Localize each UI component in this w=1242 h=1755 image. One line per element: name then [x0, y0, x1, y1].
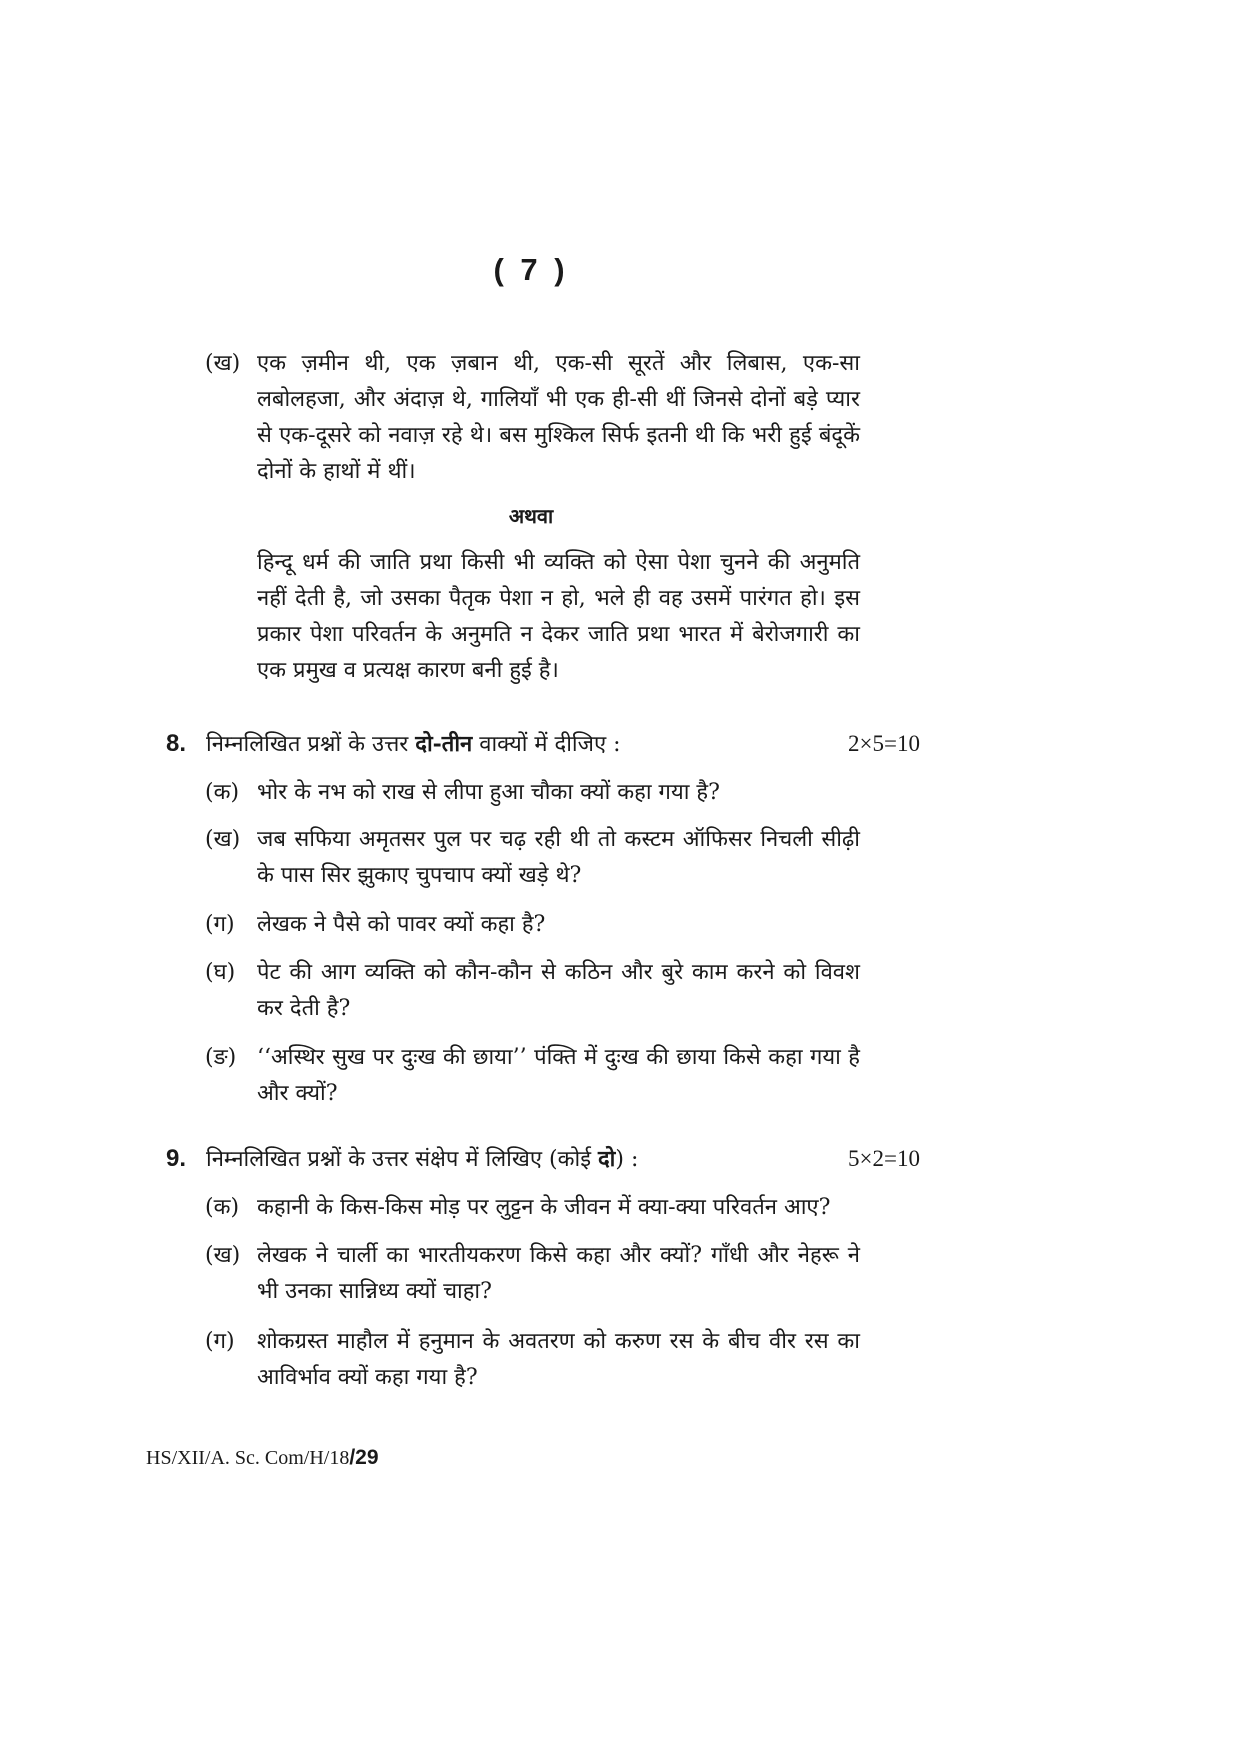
question-8-item: (ग) लेखक ने पैसे को पावर क्यों कहा है?	[205, 912, 546, 937]
question-marks: 5×2=10	[848, 1146, 920, 1171]
question-number: 9.	[166, 1145, 187, 1172]
alternate-passage: हिन्दू धर्म की जाति प्रथा किसी भी व्यक्ति को ऐसा पेशा चुनने की अनुमति नहीं देती है, जो उसका पैतृक पेशा न हो, भले ही वह उसमें पारंगत हो। इस प्रकार पेशा परिवर्तन के अनुमति न देकर जाति प्रथा भारत में बेरोजगारी का एक प्रमुख व प्रत्यक्ष कारण बनी हुई है।	[257, 550, 860, 683]
question-marks: 2×5=10	[848, 731, 920, 756]
question-8-item: (ख) जब सफिया अमृतसर पुल पर चढ़ रही थी तो कस्टम ऑफिसर निचली सीढ़ी के पास सिर झुकाए चुपचाप क्यों खड़े थे?	[205, 827, 860, 888]
question-9-item: (क) कहानी के किस-किस मोड़ पर लुट्टन के जीवन में क्या-क्या परिवर्तन आए?	[205, 1195, 831, 1220]
question-8-item: (घ) पेट की आग व्यक्ति को कौन-कौन से कठिन और बुरे काम करने को विवश कर देती है?	[205, 960, 860, 1021]
passage-kha	[205, 346, 860, 490]
question-9-item: (ग) शोकग्रस्त माहौल में हनुमान के अवतरण को करुण रस के बीच वीर रस का आविर्भाव क्यों कहा गया है?	[205, 1329, 860, 1390]
question-8-item: (ङ) ‘‘अस्थिर सुख पर दुःख की छाया’’ पंक्ति में दुःख की छाया किसे कहा गया है और क्यों?	[205, 1045, 860, 1106]
question-prompt: निम्नलिखित प्रश्नों के उत्तर दो-तीन वाक्यों में दीजिए :	[206, 731, 621, 757]
page-number: ( 7 )	[493, 252, 569, 287]
passage-label: (ख)	[205, 351, 241, 376]
question-prompt: निम्नलिखित प्रश्नों के उत्तर संक्षेप में लिखिए (कोई दो) :	[206, 1146, 639, 1172]
question-8-item: (क) भोर के नभ को राख से लीपा हुआ चौका क्यों कहा गया है?	[205, 780, 720, 805]
question-9-item: (ख) लेखक ने चार्ली का भारतीयकरण किसे कहा और क्यों? गाँधी और नेहरू ने भी उनका सान्निध्य क्यों चाहा?	[205, 1243, 860, 1304]
question-number: 8.	[166, 730, 187, 757]
or-separator: अथवा	[508, 504, 554, 528]
passage-text: एक ज़मीन थी, एक ज़बान थी, एक-सी सूरतें और लिबास, एक-सा लबोलहजा, और अंदाज़ थे, गालियाँ भी एक ही-सी थीं जिनसे दोनों बड़े प्यार से एक-दूसरे को नवाज़ रहे थे। बस मुश्किल सिर्फ इतनी थी कि भरी हुई बंदूकें दोनों के हाथों में थीं।	[257, 351, 860, 484]
question-8-header	[166, 727, 920, 762]
footer-code: HS/XII/A. Sc. Com/H/18/29	[146, 1446, 379, 1469]
question-9-header	[166, 1142, 920, 1177]
